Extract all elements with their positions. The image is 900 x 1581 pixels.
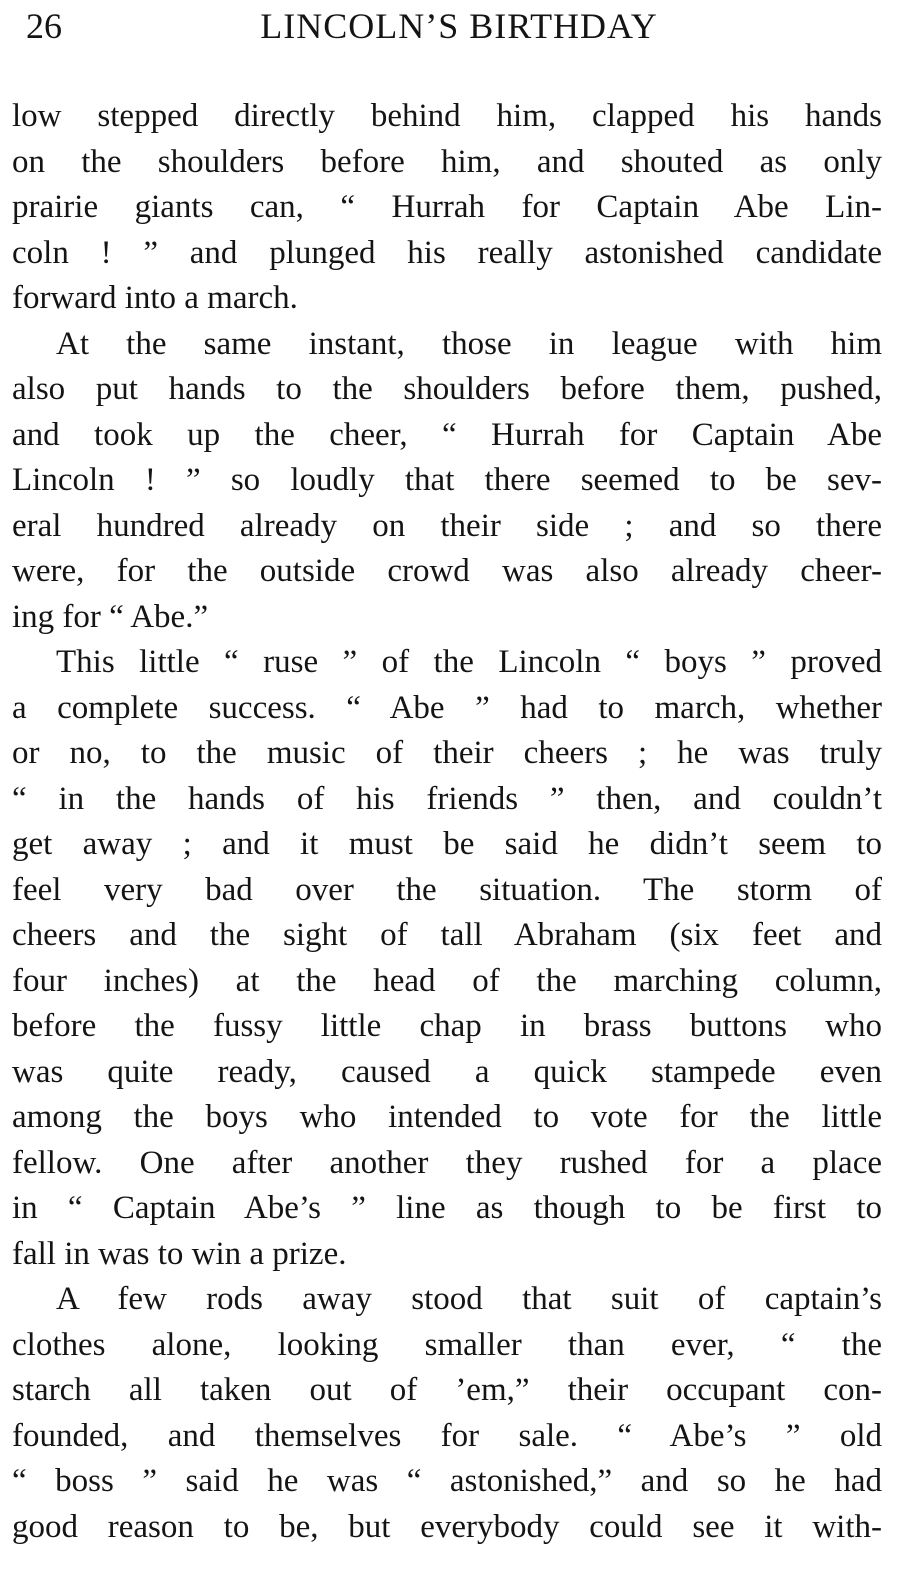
text-line: founded, and themselves for sale. “ Abe’s ” old bbox=[12, 1417, 882, 1454]
text-line: also put hands to the shoulders before them, pushed, bbox=[12, 371, 882, 407]
text-line: ing for “ Abe.” bbox=[12, 598, 209, 635]
text-line: “ in the hands of his friends ” then, and couldn’t bbox=[12, 780, 882, 817]
text-line: forward into a march. bbox=[12, 280, 298, 316]
text-line: low stepped directly behind him, clapped his hands bbox=[12, 98, 882, 134]
text-line: on the shoulders before him, and shouted as only bbox=[12, 143, 882, 180]
text-line: and took up the cheer, “ Hurrah for Captain Abe bbox=[12, 416, 882, 453]
page-number: 26 bbox=[26, 6, 62, 46]
text-line: were, for the outside crowd was also already cheer- bbox=[12, 553, 882, 589]
text-line: A few rods away stood that suit of captain’s bbox=[56, 1281, 882, 1317]
text-line: Lincoln ! ” so loudly that there seemed to be sev- bbox=[12, 462, 882, 498]
text-line: eral hundred already on their side ; and so there bbox=[12, 507, 882, 544]
text-line: four inches) at the head of the marching column, bbox=[12, 962, 882, 999]
text-line: before the fussy little chap in brass buttons who bbox=[12, 1008, 882, 1044]
running-head: LINCOLN’S BIRTHDAY bbox=[260, 6, 658, 46]
text-line: starch all taken out of ’em,” their occupant con- bbox=[12, 1372, 882, 1408]
text-line: fellow. One after another they rushed for a place bbox=[12, 1144, 882, 1181]
text-line: “ boss ” said he was “ astonished,” and so he had bbox=[12, 1463, 882, 1499]
text-line: or no, to the music of their cheers ; he was truly bbox=[12, 735, 882, 771]
page-header bbox=[18, 0, 880, 60]
text-line: among the boys who intended to vote for the little bbox=[12, 1099, 882, 1135]
text-line: This little “ ruse ” of the Lincoln “ boys ” proved bbox=[56, 644, 882, 680]
text-line: feel very bad over the situation. The storm of bbox=[12, 871, 882, 908]
text-line: prairie giants can, “ Hurrah for Captain Abe Lin- bbox=[12, 189, 882, 225]
text-line: a complete success. “ Abe ” had to march, whether bbox=[12, 689, 882, 726]
body-text bbox=[12, 94, 882, 1550]
text-line: fall in was to win a prize. bbox=[12, 1235, 347, 1272]
text-line: At the same instant, those in league with him bbox=[56, 325, 882, 362]
text-line: was quite ready, caused a quick stampede even bbox=[12, 1053, 882, 1090]
text-line: clothes alone, looking smaller than ever, “ the bbox=[12, 1326, 882, 1363]
text-line: cheers and the sight of tall Abraham (six feet and bbox=[12, 917, 882, 953]
text-line: get away ; and it must be said he didn’t seem to bbox=[12, 826, 882, 862]
text-line: coln ! ” and plunged his really astonished candidate bbox=[12, 234, 882, 271]
text-line: good reason to be, but everybody could see it with- bbox=[12, 1508, 882, 1545]
text-line: in “ Captain Abe’s ” line as though to be first to bbox=[12, 1190, 882, 1226]
